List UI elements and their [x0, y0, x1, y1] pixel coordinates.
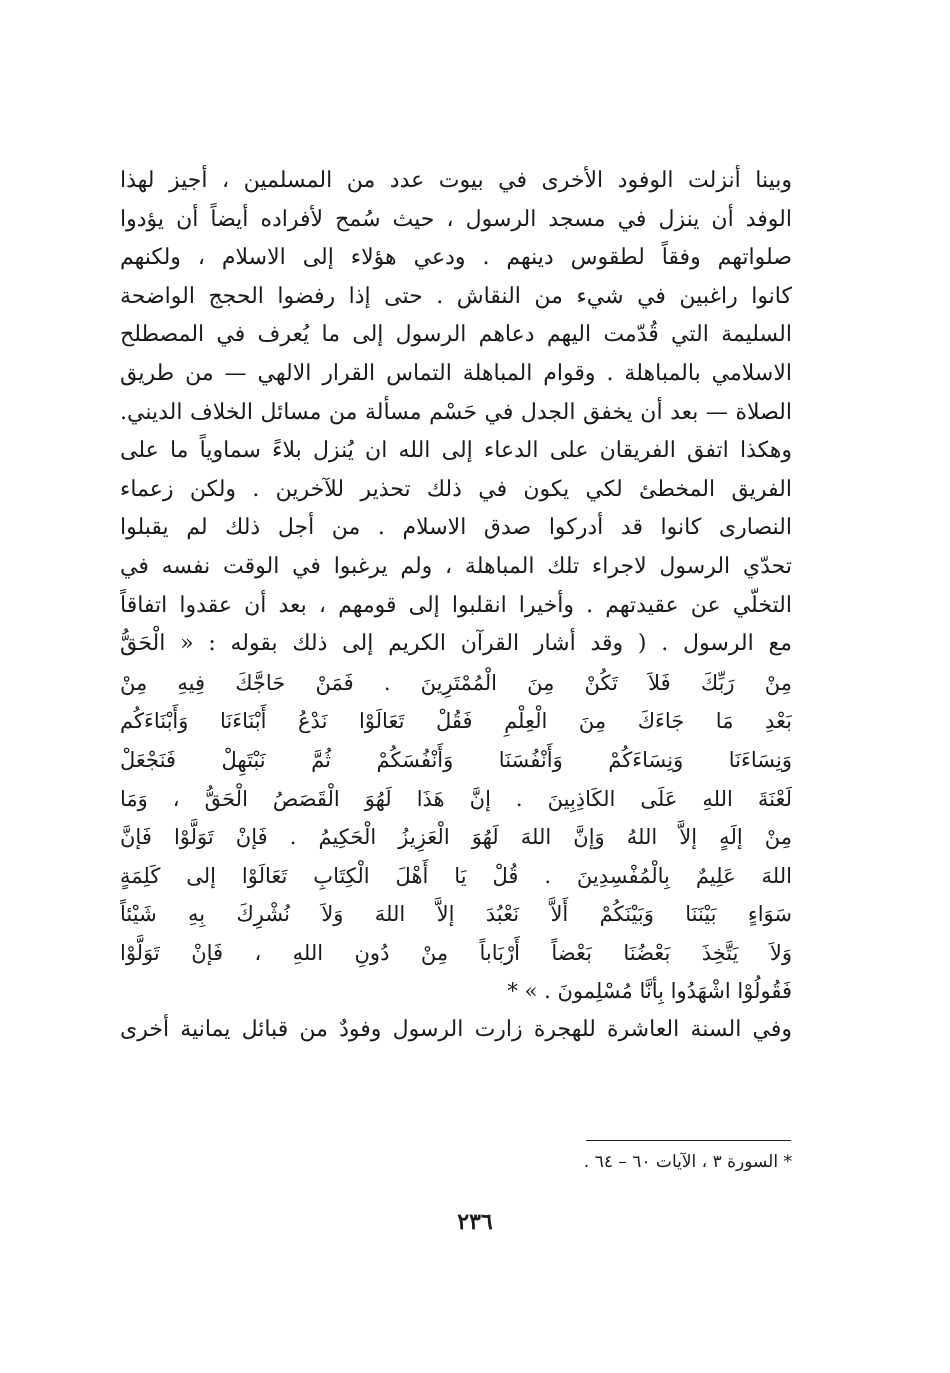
text-line: مع الرسول . ( وقد أشار القرآن الكريم إلى ذلك بقوله : « الْحَقُّ [120, 631, 792, 657]
text-line: الصلاة — بعد أن يخفق الجدل في حَسْم مسألة من مسائل الخلاف الديني. [120, 399, 792, 425]
text-line: النصارى كانوا قد أدركوا صدق الاسلام . من أجل ذلك لم يقبلوا [120, 515, 792, 541]
footnote-divider [586, 1140, 791, 1141]
footnote: * السورة ٣ ، الآيات ٦٠ – ٦٤ . [583, 1152, 792, 1172]
quran-verse-line: فَقُولُوْا اشْهَدُوا بِأنَّا مُسْلِمونَ . » * [507, 979, 792, 1004]
text-line: صلواتهم وفقاً لطقوس دينهم . ودعي هؤلاء إلى الاسلام ، ولكنهم [120, 245, 792, 271]
quran-verse-line: اللهَ عَلِيمٌ بِالْمُفْسِدِينَ . قُلْ يَا أَهْلَ الْكِتَابِ تَعَالَوْا إلى كَلِمَةٍ [120, 863, 792, 888]
quran-verse-line: سَوَاءٍ بَيْنَنَا وَبَيْنَكُمْ أَلاَّ نَعْبُدَ إلاَّ اللهَ وَلاَ نُشْرِكَ بِهِ شَيْئاً [120, 902, 792, 927]
text-line: وفي السنة العاشرة للهجرة زارت الرسول وفودٌ من قبائل يمانية أخرى [120, 1017, 792, 1043]
text-line: التخلّي عن عقيدتهم . وأخيرا انقلبوا إلى قومهم ، بعد أن عقدوا اتفاقاً [120, 592, 792, 618]
body-text [120, 162, 792, 1050]
quran-verse-line: لَعْنَةَ اللهِ عَلَى الكَاذِبِينَ . إنَّ هَذَا لَهُوَ الْقَصَصُ الْحَقُّ ، وَمَا [120, 786, 792, 811]
text-line: تحدّي الرسول لاجراء تلك المباهلة ، ولم يرغبوا في الوقت نفسه في [120, 553, 792, 579]
text-line: كانوا راغبين في شيء من النقاش . حتى إذا رفضوا الحجج الواضحة [120, 283, 792, 309]
quran-verse-line: وَنِسَاءَنَا وَنِسَاءَكُمْ وَأَنْفُسَنَا وَأَنْفُسَكُمْ ثُمَّ نَبْتَهِلْ فَنَجْعَلْ [120, 747, 792, 772]
text-line: الفريق المخطئ لكي يكون في ذلك تحذير للآخرين . ولكن زعماء [120, 476, 792, 502]
quran-verse-line: مِنْ إلَهٍ إلاَّ اللهُ وَإنَّ اللهَ لَهُوَ الْعَزِيزُ الْحَكِيمُ . فَإنْ تَوَلَّوْا فَإنَّ [120, 825, 792, 850]
text-line: الاسلامي بالمباهلة . وقوام المباهلة التماس القرار الالهي — من طريق [120, 360, 792, 386]
text-line: الوفد أن ينزل في مسجد الرسول ، حيث سُمح لأفراده أيضاً أن يؤدوا [120, 206, 792, 232]
text-line: السليمة التي قُدّمت اليهم دعاهم الرسول إلى ما يُعرف في المصطلح [120, 322, 792, 348]
quran-verse-line: وَلاَ يَتَّخِذَ بَعْضُنَا بَعْضاً أَرْبَاباً مِنْ دُونِ اللهِ ، فَإنْ تَوَلَّوْا [120, 940, 792, 965]
page-number: ٢٣٦ [457, 1209, 493, 1235]
quran-verse-line: بَعْدِ مَا جَاءَكَ مِنَ الْعِلْمِ فَقُلْ تَعَالَوْا نَدْعُ أَبْنَاءَنَا وَأَبْنَاءَكُم [120, 709, 792, 734]
text-line: وبينا أنزلت الوفود الأخرى في بيوت عدد من المسلمين ، أجيز لهذا [120, 168, 792, 193]
text-line: وهكذا اتفق الفريقان على الدعاء إلى الله ان يُنزل بلاءً سماوياً ما على [120, 438, 792, 464]
quran-verse-line: مِنْ رَبِّكَ فَلاَ تَكُنْ مِنَ الْمُمْتَرِينَ . فَمَنْ حَاجَّكَ فِيهِ مِنْ [120, 670, 792, 695]
